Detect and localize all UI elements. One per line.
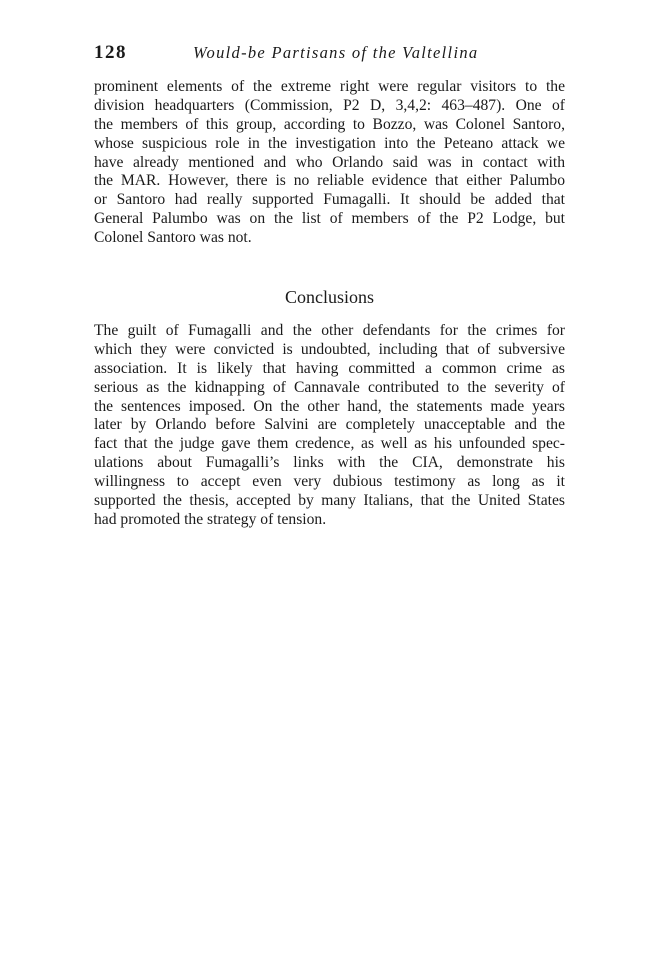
text-line: the members of this group, according to Bozzo, was Colonel Santoro, xyxy=(94,115,565,133)
text-line: or Santoro had really supported Fumagalli. It should be added that xyxy=(94,191,565,209)
page-header xyxy=(94,40,574,66)
text-line: which they were convicted is undoubted, including that of subversive xyxy=(94,340,565,358)
text-line: supported the thesis, accepted by many Italians, that the United States xyxy=(94,492,565,510)
text-line: association. It is likely that having committed a common crime as xyxy=(94,359,565,377)
text-line: have already mentioned and who Orlando said was in contact with xyxy=(94,153,565,171)
text-line: the sentences imposed. On the other hand, the statements made years xyxy=(94,397,565,415)
text-line: The guilt of Fumagalli and the other defendants for the crimes for xyxy=(94,322,565,339)
text-line: whose suspicious role in the investigation into the Peteano attack we xyxy=(94,134,565,152)
text-line: later by Orlando before Salvini are completely unacceptable and the xyxy=(94,416,565,434)
text-line: the MAR. However, there is no reliable evidence that either Palumbo xyxy=(94,172,565,190)
text-line: prominent elements of the extreme right were regular visitors to the xyxy=(94,78,565,95)
text-line: division headquarters (Commission, P2 D, 3,4,2: 463–487). One of xyxy=(94,96,565,114)
conclusions-paragraph xyxy=(94,322,565,530)
section-heading: Conclusions xyxy=(284,287,374,307)
text-line: serious as the kidnapping of Cannavale contributed to the severity of xyxy=(94,378,565,396)
text-line: Colonel Santoro was not. xyxy=(94,229,252,247)
text-line: General Palumbo was on the list of members of the P2 Lodge, but xyxy=(94,210,565,228)
body-paragraph xyxy=(94,78,565,248)
running-title: Would-be Partisans of the Valtellina xyxy=(193,43,479,62)
page-number: 128 xyxy=(94,42,127,63)
text-line: had promoted the strategy of tension. xyxy=(94,510,327,528)
text-line: willingness to accept even very dubious testimony as long as it xyxy=(94,473,565,491)
text-line: ulations about Fumagalli’s links with the CIA, demonstrate his xyxy=(94,454,565,472)
text-line: fact that the judge gave them credence, as well as his unfounded spec- xyxy=(94,435,565,453)
